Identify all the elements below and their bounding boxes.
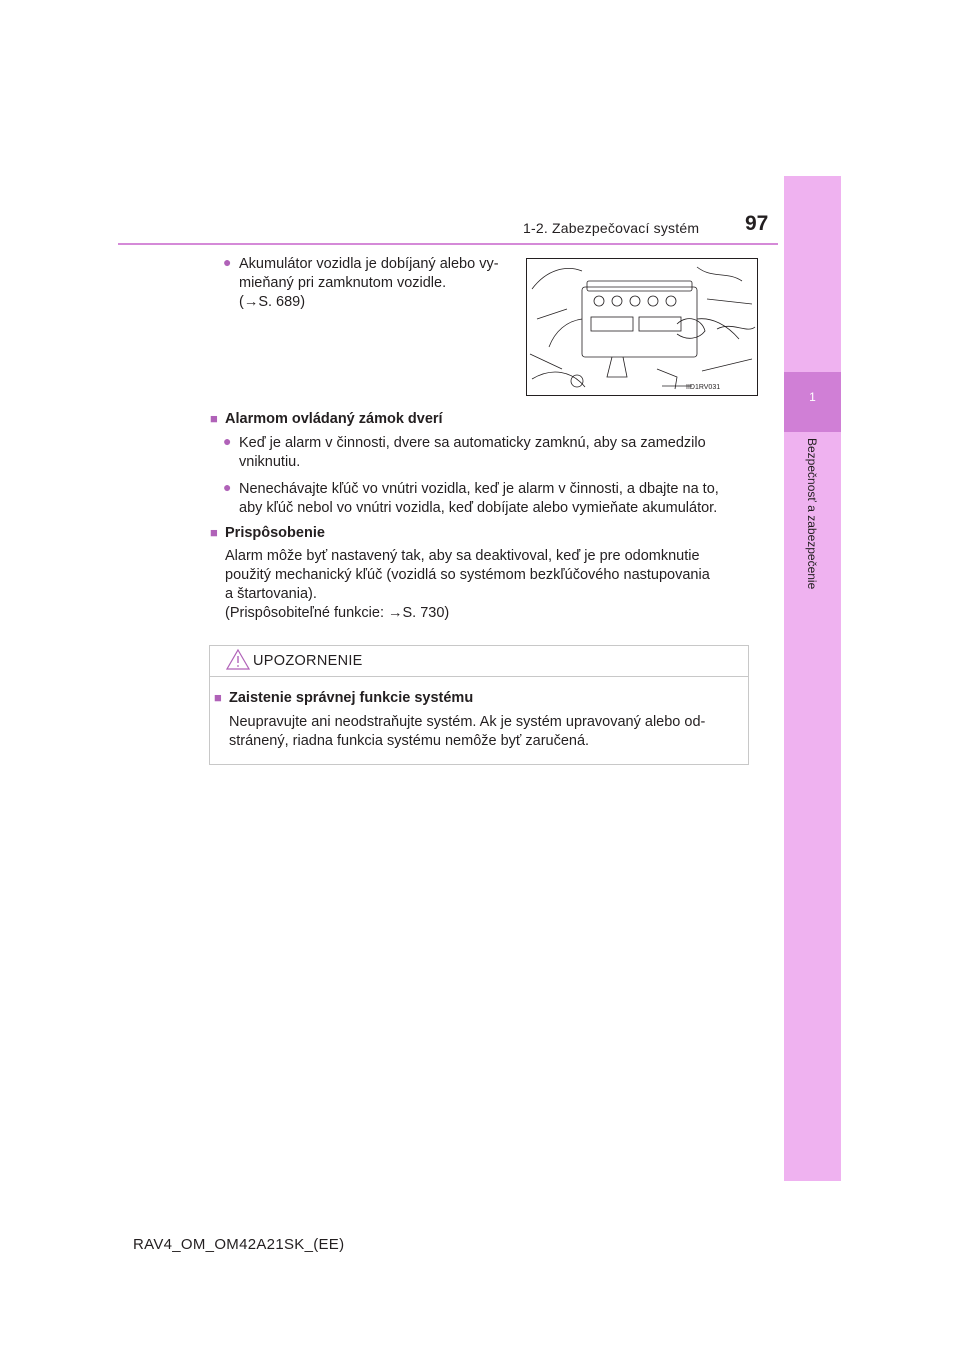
customization-line2: použitý mechanický kľúč (vozidlá so systémom bezkľúčového nastupovania: [225, 567, 710, 583]
customization-line1: Alarm môže byť nastavený tak, aby sa deaktivoval, keď je pre odomknutie: [225, 548, 700, 564]
battery-bullet-ref: (→S. 689): [239, 294, 306, 310]
warning-heading: Zaistenie správnej funkcie systému: [229, 690, 474, 706]
square-marker-icon: ■: [210, 525, 218, 540]
header-rule: [118, 243, 778, 245]
battery-bullet-line2: mieňaný pri zamknutom vozidle.: [239, 275, 447, 291]
warning-text-line1: Neupravujte ani neodstraňujte systém. Ak je systém upravovaný alebo od-: [229, 714, 706, 730]
battery-illustration-drawing: [527, 259, 757, 395]
customization-line4: (Prispôsobiteľné funkcie: →S. 730): [225, 605, 450, 621]
section-heading-alarm-lock: Alarmom ovládaný zámok dverí: [225, 411, 443, 427]
footer-document-code: RAV4_OM_OM42A21SK_(EE): [133, 1236, 345, 1253]
alarm-lock-bullet1-line1: Keď je alarm v činnosti, dvere sa automaticky zamknú, aby sa zamedzilo: [239, 435, 706, 451]
header-section-title: 1-2. Zabezpečovací systém: [523, 220, 700, 236]
battery-illustration: [526, 258, 758, 396]
square-marker-icon: ■: [210, 411, 218, 426]
warning-divider: [209, 676, 749, 677]
chapter-number: 1: [809, 390, 816, 404]
chapter-side-tab: [784, 176, 841, 1181]
warning-triangle-icon: [226, 648, 250, 670]
alarm-lock-bullet2-line2: aby kľúč nebol vo vnútri vozidla, keď dobíjate alebo vymieňate akumulátor.: [239, 500, 718, 516]
alarm-lock-bullet1-line2: vniknutiu.: [239, 454, 301, 470]
circle-bullet-icon: ●: [223, 433, 232, 449]
page-number: 97: [745, 212, 769, 235]
chapter-title: Bezpečnosť a zabezpečenie: [805, 438, 819, 590]
square-marker-icon: ■: [214, 690, 222, 705]
alarm-lock-bullet2-line1: Nenechávajte kľúč vo vnútri vozidla, keď je alarm v činnosti, a dbajte na to,: [239, 481, 719, 497]
circle-bullet-icon: ●: [223, 479, 232, 495]
section-heading-customization: Prispôsobenie: [225, 525, 325, 541]
illustration-code: IID1RV031: [686, 384, 721, 391]
circle-bullet-icon: ●: [223, 254, 232, 270]
warning-text-line2: stránený, riadna funkcia systému nemôže byť zaručená.: [229, 733, 590, 749]
warning-title: UPOZORNENIE: [253, 653, 363, 669]
battery-bullet-line1: Akumulátor vozidla je dobíjaný alebo vy-: [239, 256, 499, 272]
customization-line3: a štartovania).: [225, 586, 317, 602]
